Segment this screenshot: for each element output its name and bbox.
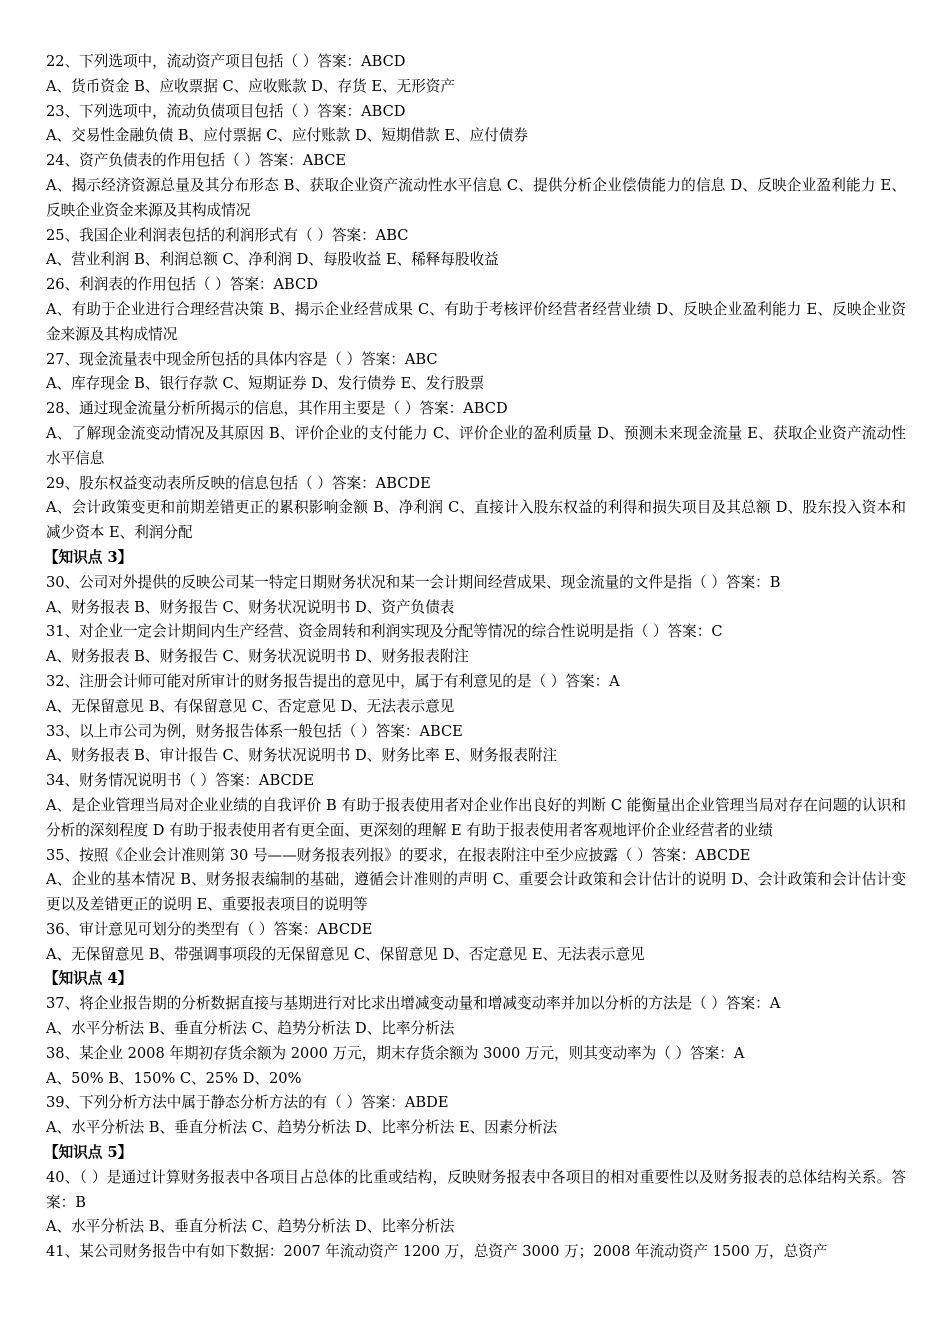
options-line: A、会计政策变更和前期差错更正的累积影响金额 B、净利润 C、直接计入股东权益的利得和损失项目及其总额 D、股东投入资本和减少资本 E、利润分配: [46, 499, 906, 542]
question-line: 36、审计意见可划分的类型有（ ）答案：ABCDE: [46, 920, 373, 938]
options-line: A、水平分析法 B、垂直分析法 C、趋势分析法 D、比率分析法: [46, 1218, 455, 1236]
options-line: A、有助于企业进行合理经营决策 B、揭示企业经营成果 C、有助于考核评价经营者经营业绩 D、反映企业盈利能力 E、反映企业资金来源及其构成情况: [46, 300, 906, 343]
options-line: A、是企业管理当局对企业业绩的自我评价 B 有助于报表使用者对企业作出良好的判断 C 能衡量出企业管理当局对存在问题的认识和分析的深刻程度 D 有助于报表使用者有更全面、更深刻的理解 E 有助于报表使用者客观地评价企业经营者的业绩: [46, 796, 906, 839]
options-line: A、了解现金流变动情况及其原因 B、评价企业的支付能力 C、评价企业的盈利质量 D、预测未来现金流量 E、获取企业资产流动性水平信息: [46, 424, 906, 467]
question-line: 22、下列选项中，流动资产项目包括（ ）答案：ABCD: [46, 53, 406, 70]
question-line: 23、下列选项中，流动负债项目包括（ ）答案：ABCD: [46, 102, 406, 120]
question-line: 41、某公司财务报告中有如下数据：2007 年流动资产 1200 万，总资产 3000 万；2008 年流动资产 1500 万，总资产: [46, 1243, 828, 1261]
question-line: 25、我国企业利润表包括的利润形式有（ ）答案：ABC: [46, 226, 409, 244]
options-line: A、企业的基本情况 B、财务报表编制的基础，遵循会计准则的声明 C、重要会计政策和会计估计的说明 D、会计政策和会计估计变更以及差错更正的说明 E、重要报表项目的说明等: [46, 871, 906, 914]
question-line: 37、将企业报告期的分析数据直接与基期进行对比求出增减变动量和增减变动率并加以分析的方法是（ ）答案：A: [46, 995, 781, 1013]
options-line: A、营业利润 B、利润总额 C、净利润 D、每股收益 E、稀释每股收益: [46, 251, 499, 269]
options-line: A、水平分析法 B、垂直分析法 C、趋势分析法 D、比率分析法 E、因素分析法: [46, 1119, 558, 1137]
section-heading: 【知识点 3】: [44, 548, 133, 566]
options-line: A、库存现金 B、银行存款 C、短期证券 D、发行债券 E、发行股票: [46, 375, 485, 393]
options-line: A、无保留意见 B、带强调事项段的无保留意见 C、保留意见 D、否定意见 E、无法表示意见: [46, 945, 645, 963]
question-line: 33、以上市公司为例，财务报告体系一般包括（ ）答案：ABCE: [46, 722, 463, 740]
question-line: 31、对企业一定会计期间内生产经营、资金周转和利润实现及分配等情况的综合性说明是指（ ）答案：C: [46, 623, 723, 641]
options-line: A、财务报表 B、财务报告 C、财务状况说明书 D、财务报表附注: [46, 648, 469, 666]
options-line: A、财务报表 B、审计报告 C、财务状况说明书 D、财务比率 E、财务报表附注: [46, 747, 558, 765]
options-line: A、无保留意见 B、有保留意见 C、否定意见 D、无法表示意见: [46, 697, 455, 715]
options-line: A、揭示经济资源总量及其分布形态 B、获取企业资产流动性水平信息 C、提供分析企业偿债能力的信息 D、反映企业盈利能力 E、反映企业资金来源及其构成情况: [46, 176, 906, 219]
options-line: A、50% B、150% C、25% D、20%: [46, 1069, 302, 1087]
question-line: 38、某企业 2008 年期初存货余额为 2000 万元，期末存货余额为 3000 万元，则其变动率为（ ）答案：A: [46, 1044, 745, 1062]
options-line: A、货币资金 B、应收票据 C、应收账款 D、存货 E、无形资产: [46, 77, 455, 95]
question-line: 30、公司对外提供的反映公司某一特定日期财务状况和某一会计期间经营成果、现金流量的文件是指（ ）答案：B: [46, 573, 781, 591]
question-line: 35、按照《企业会计准则第 30 号——财务报表列报》的要求，在报表附注中至少应披露（ ）答案：ABCDE: [46, 846, 751, 864]
question-line: 29、股东权益变动表所反映的信息包括（ ）答案：ABCDE: [46, 474, 431, 492]
question-line: 26、利润表的作用包括（ ）答案：ABCD: [46, 276, 318, 294]
options-line: A、交易性金融负债 B、应付票据 C、应付账款 D、短期借款 E、应付债券: [46, 127, 528, 145]
question-line: 32、注册会计师可能对所审计的财务报告提出的意见中，属于有利意见的是（ ）答案：A: [46, 672, 620, 690]
question-line: 24、资产负债表的作用包括（ ）答案：ABCE: [46, 152, 347, 170]
section-heading: 【知识点 4】: [44, 970, 133, 988]
section-heading: 【知识点 5】: [44, 1144, 133, 1162]
question-line: 28、通过现金流量分析所揭示的信息，其作用主要是（ ）答案：ABCD: [46, 400, 508, 418]
question-line: 40、（ ）是通过计算财务报表中各项目占总体的比重或结构，反映财务报表中各项目的相对重要性以及财务报表的总体结构关系。答案：B: [46, 1168, 906, 1211]
question-line: 39、下列分析方法中属于静态分析方法的有（ ）答案：ABDE: [46, 1094, 449, 1112]
question-line: 27、现金流量表中现金所包括的具体内容是（ ）答案：ABC: [46, 350, 438, 368]
document-body: [46, 50, 906, 1265]
options-line: A、水平分析法 B、垂直分析法 C、趋势分析法 D、比率分析法: [46, 1020, 455, 1038]
options-line: A、财务报表 B、财务报告 C、财务状况说明书 D、资产负债表: [46, 598, 455, 616]
question-line: 34、财务情况说明书（ ）答案：ABCDE: [46, 772, 314, 790]
